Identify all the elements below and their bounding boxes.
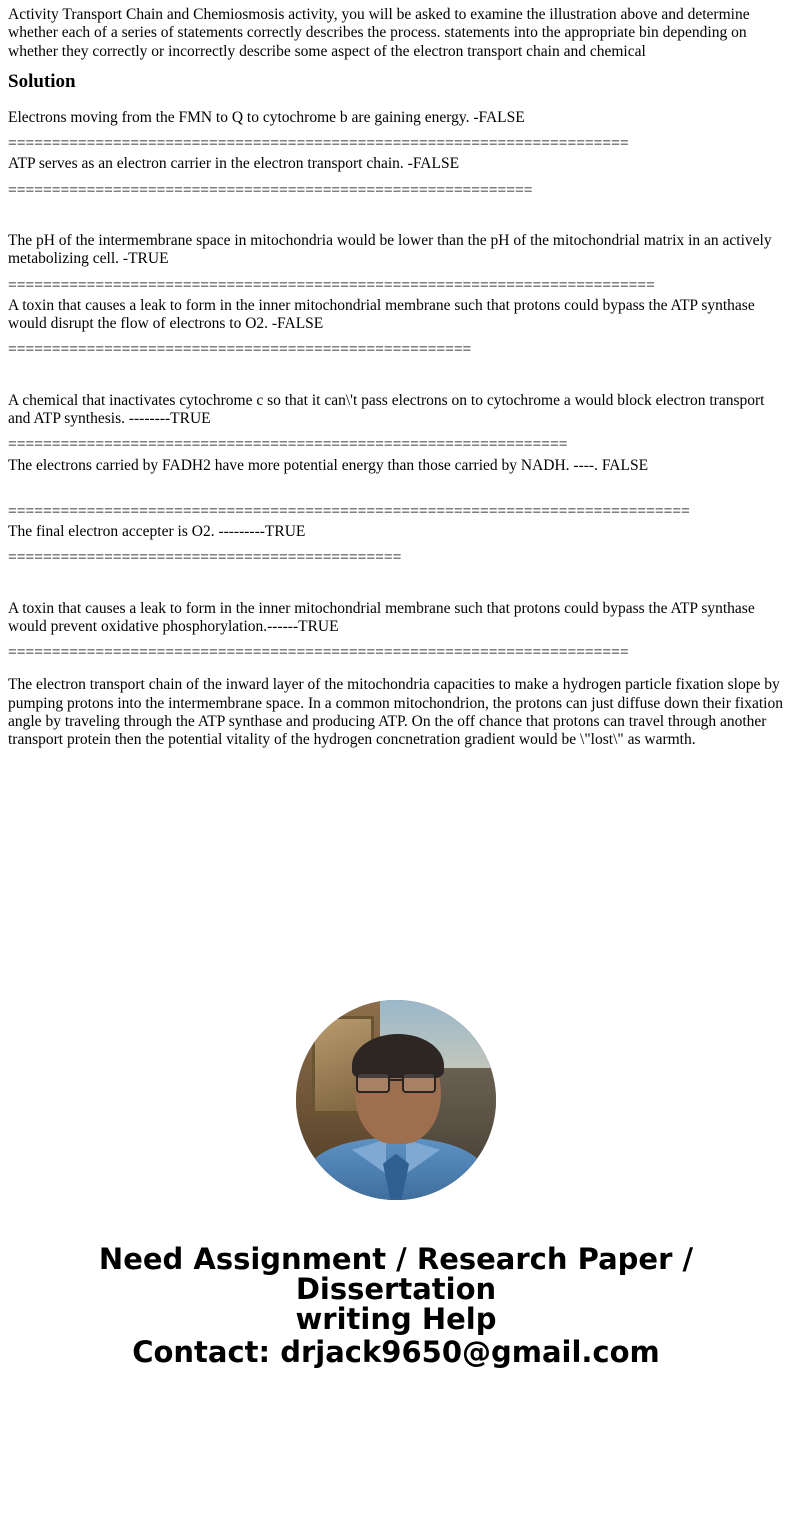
divider-line: ============================================================ — [8, 181, 533, 199]
glasses-lens-left — [356, 1072, 390, 1093]
glasses-icon — [356, 1072, 436, 1090]
divider-line: ======================================================================= — [8, 644, 629, 662]
spacer — [8, 489, 784, 495]
avatar-container — [8, 1000, 784, 1200]
statement-text: A chemical that inactivates cytochrome c so that it can\'t pass electrons on to cytochrome a would block electron transport and ATP synthesis. --------TRUE — [8, 391, 765, 427]
statement-text: The pH of the intermembrane space in mitochondria would be lower than the pH of the mitochondrial matrix in an actively metabolizing cell. -TRUE — [8, 231, 772, 268]
statement-text: Electrons moving from the FMN to Q to cytochrome b are gaining energy. -FALSE — [8, 108, 525, 126]
statement-text: A toxin that causes a leak to form in the inner mitochondrial membrane such that protons could bypass the ATP synthase would prevent oxidative phosphorylation.------TRUE — [8, 599, 755, 635]
cta-block — [8, 1241, 784, 1369]
qa-block — [8, 392, 784, 475]
closing-paragraph: The electron transport chain of the inward layer of the mitochondria capacities to make a hydrogen particle fixation slope by pumping protons into the intermembrane space. In a common mitochondrion, the protons can just diffuse down their fixation angle by traveling through the ATP synthase and producing ATP. On the off chance that protons can travel through another transport protein then the potential vitality of the hydrogen concnetration gradient would be \"lost\" as warmth. — [8, 676, 783, 749]
cta-line-1: Need Assignment / Research Paper / Dissertation — [98, 1241, 694, 1307]
divider-line: ===================================================== — [8, 341, 472, 359]
statement-text: The final electron accepter is O2. ---------TRUE — [8, 523, 306, 541]
spacer — [8, 374, 784, 392]
contact-line: Contact: drjack9650@gmail.com — [132, 1334, 660, 1369]
glasses-bridge — [388, 1079, 404, 1081]
divider-line: ========================================================================== — [8, 276, 655, 294]
glasses-lens-right — [402, 1072, 436, 1093]
avatar — [296, 1000, 496, 1200]
cta-line-2: writing Help — [295, 1302, 497, 1337]
intro-paragraph: Activity Transport Chain and Chemiosmosis activity, you will be asked to examine the illustration above and determine whether each of a series of statements correctly describes the process. statements into the appropriate bin depending on whether they correctly or incorrectly describe some aspect of the electron transport chain and chemical — [8, 6, 750, 60]
divider-line: ============================================================================== — [8, 502, 690, 520]
qa-block — [8, 503, 784, 568]
divider-line: ======================================================================= — [8, 135, 629, 153]
divider-line: ================================================================ — [8, 436, 568, 454]
statement-text: The electrons carried by FADH2 have more potential energy than those carried by NADH. ----. FALSE — [8, 456, 649, 474]
qa-block — [8, 109, 784, 200]
spacer — [8, 214, 784, 232]
statement-text: A toxin that causes a leak to form in the inner mitochondrial membrane such that protons could bypass the ATP synthase would disrupt the flow of electrons to O2. -FALSE — [8, 296, 755, 333]
page-title: Solution — [8, 70, 76, 92]
qa-block — [8, 232, 784, 360]
statement-text: ATP serves as an electron carrier in the electron transport chain. -FALSE — [8, 155, 460, 173]
qa-block — [8, 600, 784, 663]
divider-line: ============================================= — [8, 549, 402, 567]
spacer — [8, 582, 784, 600]
